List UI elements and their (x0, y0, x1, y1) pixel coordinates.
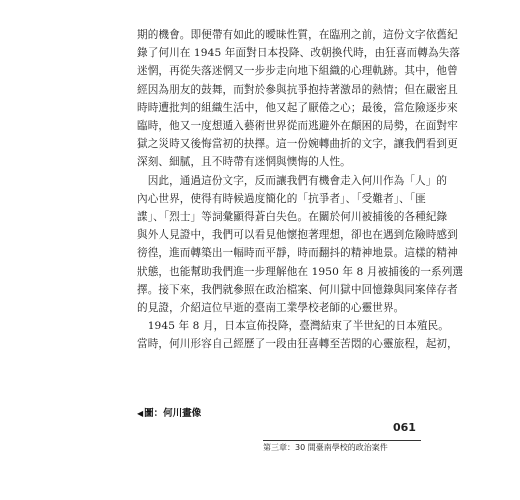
text-line: 時時遭批判的組織生活中，他又起了厭倦之心；最後，當危險逐步來 (137, 101, 458, 114)
text-line: 迷惘，再從失落迷惘又一步步走向地下組織的心理軌跡。其中，他曾 (137, 65, 458, 78)
text-line: 內心世界，使得有時候過度簡化的「抗爭者」、「受難者」、「匪 (137, 192, 426, 205)
text-line: 狀態，也能幫助我們進一步理解他在 1950 年 8 月被捕後的一系列選 (137, 265, 464, 278)
text-line: 期的機會。即便帶有如此的曖昧性質，在臨刑之前，這份文字依舊紀 (137, 29, 458, 41)
image-caption (137, 405, 201, 419)
text-line: 錄了何川在 1945 年面對日本投降、改朝換代時，由狂喜而轉為失落 (137, 47, 461, 60)
text-line: 1945 年 8 月，日本宣佈投降，臺灣結束了半世紀的日本殖民。 (137, 320, 449, 333)
page-number: 061 (393, 421, 416, 434)
text-line: 因此，通過這份文字，反而讓我們有機會走入何川作為「人」的 (137, 174, 448, 187)
text-line: 經因為朋友的鼓舞，而對於參與抗爭抱持著激昂的熱情；但在嚴密且 (137, 83, 458, 96)
text-line: 獄之災時又後悔當初的抉擇。這一份婉轉曲折的文字，讓我們看到更 (137, 138, 458, 151)
paragraph (137, 172, 464, 318)
text-line: 擇。接下來，我們就參照在政治檔案、何川獄中回憶錄與同案倖存者 (137, 283, 458, 296)
text-line: 徬徨，進而轉築出一幅時而平靜，時而翻抖的精神地景。這樣的精神 (137, 247, 458, 260)
text-line: 深刻、細膩，且不時帶有迷惘與懊悔的人性。 (137, 156, 351, 169)
paragraph (137, 317, 458, 353)
caption-arrow-icon: ◀ (137, 409, 144, 418)
text-line: 與外人見證中，我們可以看見他懷抱著理想，卻也在遇到危險時感到 (137, 229, 458, 242)
text-line: 的見證，介紹這位早逝的臺南工業學校老師的心靈世界。 (137, 302, 405, 315)
text-line: 當時，何川形容自己經歷了一段由狂喜轉至苦悶的心靈旅程，起初， (137, 338, 458, 351)
caption-text: 圖：何川畫像 (144, 408, 202, 419)
text-line: 臨時，他又一度想遁入藝術世界從而逃避外在顛困的局勢，在面對牢 (137, 120, 458, 133)
footer-divider (263, 440, 421, 441)
body-text (137, 26, 464, 354)
running-footer-chapter-title: 第三章：30 間臺南學校的政治案件 (263, 443, 388, 452)
paragraph (137, 26, 461, 172)
text-line: 諜」、「烈士」等詞彙顯得蒼白失色。在關於何川被捕後的各種紀錄 (137, 211, 448, 224)
